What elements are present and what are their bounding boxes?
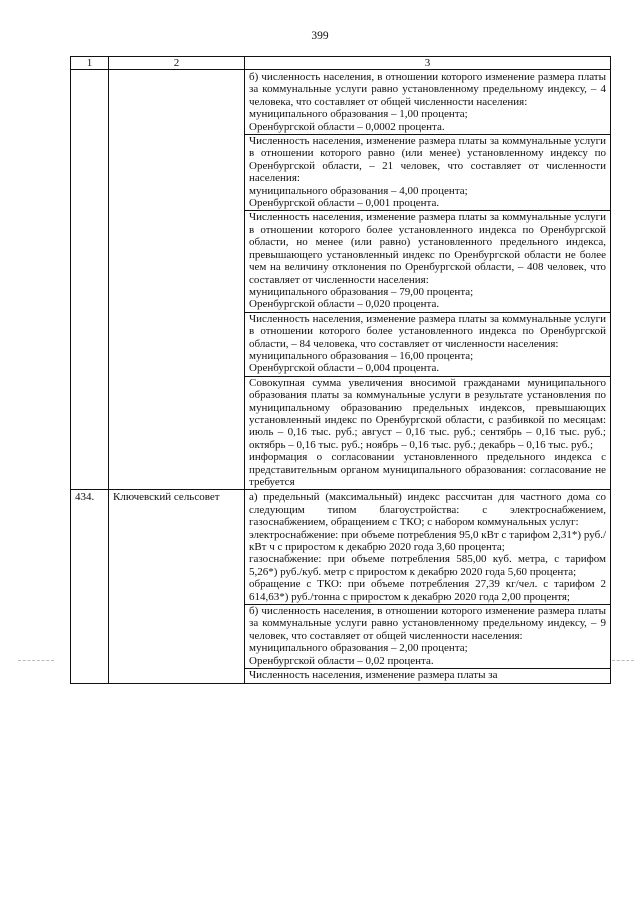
text-block	[249, 491, 606, 603]
document-table	[70, 56, 611, 684]
header-cell-3: 3	[245, 57, 611, 70]
continued-name-cell	[109, 70, 245, 490]
paragraph: муниципального образования – 16,00 процента;	[249, 349, 474, 362]
paragraph: Оренбургской области – 0,02 процента.	[249, 654, 434, 667]
text-block	[245, 376, 610, 489]
paragraph: б) численность населения, в отношении которого изменение размера платы за коммунальные услуги равно установленному предельному индексу, – 4 человека, что составляет от общей численности населения:	[249, 71, 606, 108]
paragraph: Численность населения, изменение размера платы за коммунальные услуги в отношении которого более установленного индекса по Оренбургской области, – 84 человека, что составляет от численности населения:	[249, 312, 606, 350]
page-number: 399	[311, 30, 329, 42]
header-cell-1: 1	[71, 57, 109, 70]
text-block	[245, 604, 610, 667]
paragraph: Оренбургской области – 0,0002 процента.	[249, 120, 445, 133]
table-row-434	[71, 490, 611, 683]
paragraph: Оренбургской области – 0,020 процента.	[249, 298, 440, 311]
paragraph: Оренбургской области – 0,001 процента.	[249, 197, 440, 210]
scan-artifact-line	[612, 660, 634, 661]
paragraph: обращение с ТКО: при объеме потребления 27,39 кг/чел. с тарифом 2 614,63*) руб./тонна с приростом к декабрю 2020 года 2,00 процентя;	[249, 578, 606, 603]
row-434-text-cell	[245, 490, 611, 683]
continued-text-cell	[245, 70, 611, 490]
continued-number-cell	[71, 70, 109, 490]
text-block	[245, 668, 610, 681]
paragraph: Оренбургской области – 0,004 процента.	[249, 362, 440, 375]
text-block	[245, 134, 610, 209]
paragraph: Совокупная сумма увеличения вносимой гражданами муниципального образования платы за коммунальные услуги в результате установления по муниципальному образованию предельных индексов, превышающих установленный индекс по Оренбургской области, с разбивкой по месяцам: июль – 0,16 тыс. руб.; август – 0,16 тыс. руб.; сентябрь – 0,16 тыс. руб.; октябрь – 0,16 тыс. руб.; ноябрь – 0,16 тыс. руб.; декабрь – 0,16 тыс. руб.;	[249, 376, 606, 451]
text-block	[245, 312, 610, 375]
paragraph: Численность населения, изменение размера платы за коммунальные услуги в отношении которого более установленного индекса по Оренбургской области, но менее (или равно) установленного предельного индекса, превышающего установленный индекс по Оренбургской области не более чем на величину отклонения по Оренбургской области, – 408 человек, что составляет от численности населения:	[249, 211, 606, 286]
scan-artifact-line	[18, 660, 54, 661]
paragraph: Численность населения, изменение размера платы за	[249, 669, 498, 682]
text-block	[249, 71, 606, 133]
paragraph: муниципального образования – 4,00 процента;	[249, 184, 468, 197]
paragraph: б) численность населения, в отношении которого изменение размера платы за коммунальные услуги равно установленному предельному индексу, – 9 человек, что составляет от общей численности населения:	[249, 605, 606, 642]
table-header-row	[71, 57, 611, 70]
paragraph: Численность населения, изменение размера платы за коммунальные услуги в отношении которого равно (или менее) установленному индексу по Оренбургской области, – 21 человек, что составляет от численности населения:	[249, 135, 606, 185]
paragraph: электроснабжение: при объеме потребления 95,0 кВт с тарифом 2,31*) руб./кВт ч с приростом к декабрю 2020 года 3,60 процента;	[249, 528, 606, 554]
paragraph: информация о согласовании установленного предельного индекса с представительным органом муниципального образования: согласование не требуется	[249, 451, 606, 488]
municipality-name-cell: Ключевский сельсовет	[109, 490, 245, 683]
paragraph: газоснабжение: при объеме потребления 585,00 куб. метра, с тарифом 5,26*) руб./куб. метр с приростом к декабрю 2020 года 5,60 процента;	[249, 553, 606, 578]
paragraph: муниципального образования – 79,00 процента;	[249, 285, 474, 298]
text-block	[245, 210, 610, 310]
paragraph: а) предельный (максимальный) индекс рассчитан для частного дома со следующим типом благоустройства: с электроснабжением, газоснабжением, обращением с ТКО; с набором коммунальных услуг:	[249, 491, 606, 529]
paragraph: муниципального образования – 1,00 процента;	[249, 108, 468, 121]
table-row-continued	[71, 70, 611, 490]
row-number-cell: 434.	[71, 490, 109, 683]
paragraph: муниципального образования – 2,00 процента;	[249, 642, 468, 655]
header-cell-2: 2	[109, 57, 245, 70]
